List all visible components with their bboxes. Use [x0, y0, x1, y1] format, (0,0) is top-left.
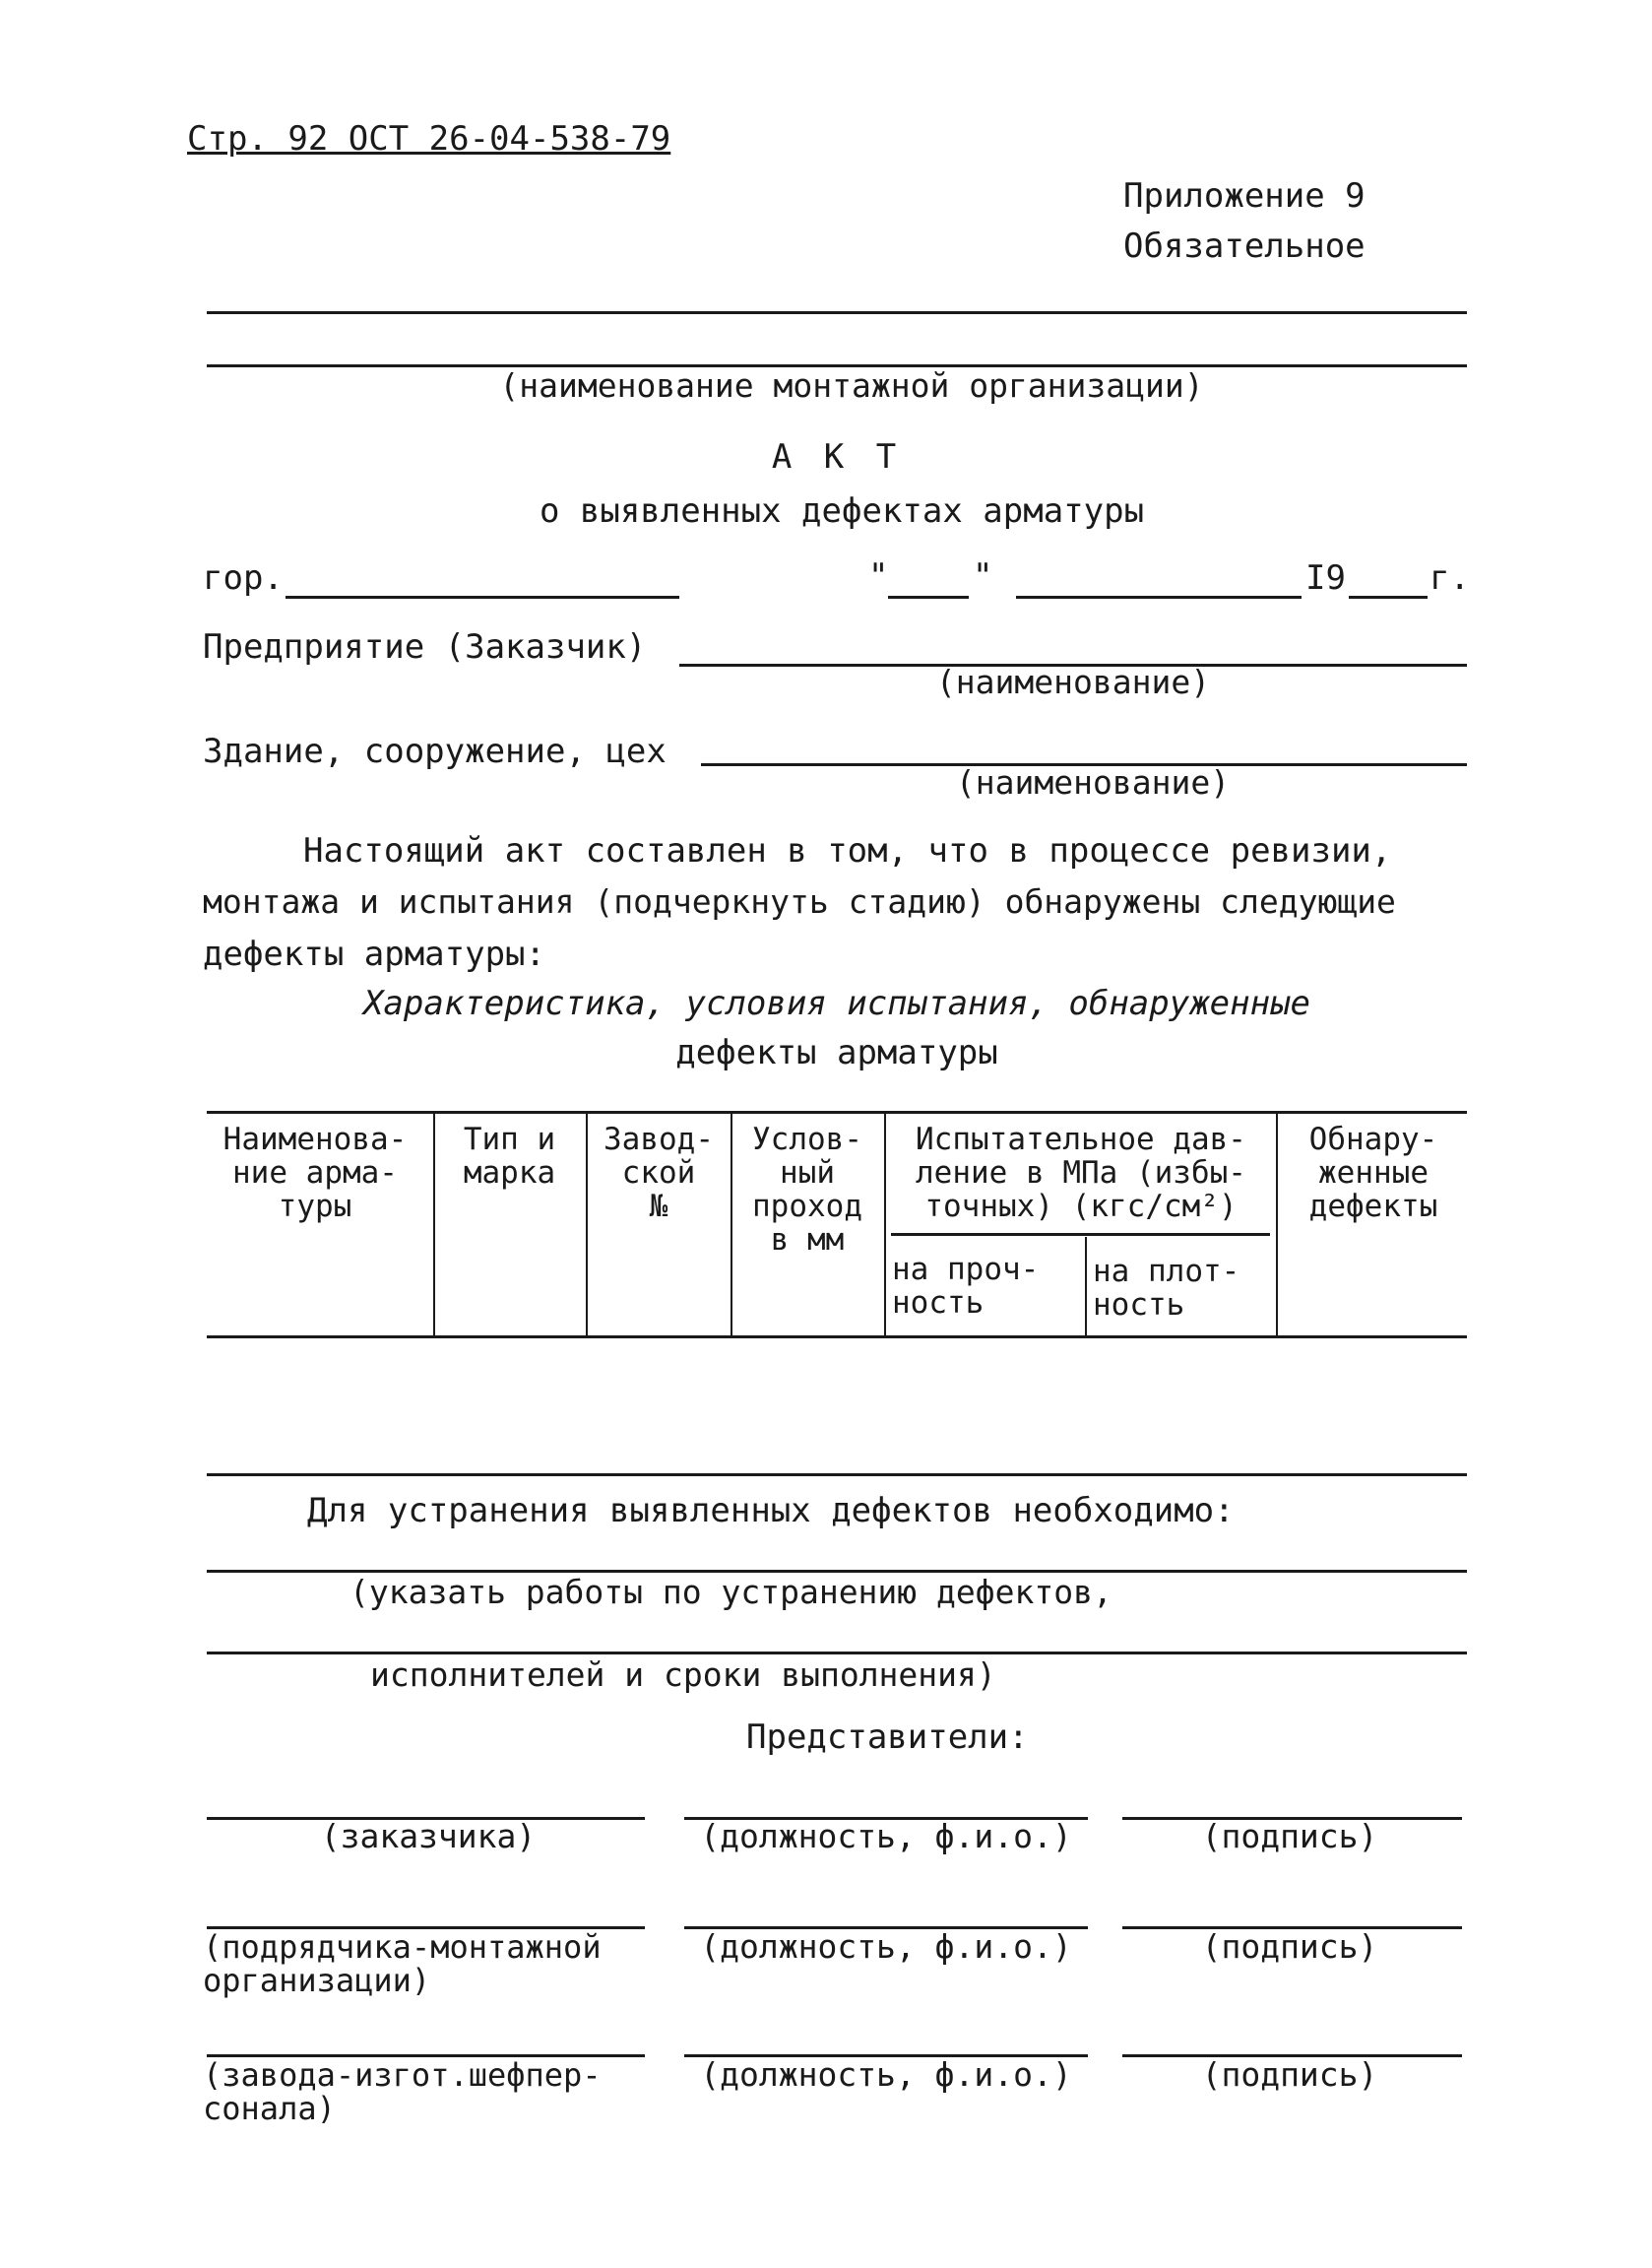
paragraph-line-1: Настоящий акт составлен в том, что в процессе ревизии, — [303, 831, 1392, 871]
col-header-test-pressure: Испытательное дав- ление в МПа (избы- точных) (кгс/см²) — [916, 1122, 1246, 1224]
mandatory-label: Обязательное — [1123, 227, 1366, 266]
elimination-caption-1: (указать работы по устранению дефектов, — [349, 1573, 1112, 1611]
building-label: Здание, сооружение, цех — [203, 732, 667, 771]
representatives-label: Представители: — [746, 1717, 1029, 1757]
paragraph-line-3: дефекты арматуры: — [203, 935, 545, 974]
page-reference: Стр. 92 ОСТ 26-04-538-79 — [187, 119, 671, 159]
rep-row-2-role: (подрядчика-монтажной организации) — [203, 1928, 602, 1999]
table-bottom-line — [207, 1335, 1467, 1338]
elimination-caption-2: исполнителей и сроки выполнения) — [370, 1655, 996, 1694]
year-blank — [1349, 596, 1428, 599]
defects-extra-line — [207, 1473, 1467, 1476]
elimination-line-2 — [207, 1652, 1467, 1654]
table-col-divider-5 — [1085, 1237, 1087, 1335]
rep-row-3-role: (завода-изгот.шефпер- сонала) — [203, 2056, 602, 2127]
rep-row-3-position: (должность, ф.и.о.) — [700, 2055, 1072, 2094]
col-header-type: Тип и марка — [463, 1122, 556, 1191]
col-header-nominal-bore: Услов- ный проход в мм — [752, 1122, 862, 1258]
col-header-serial: Завод- ской № — [604, 1122, 714, 1224]
org-line-1 — [207, 311, 1467, 314]
rep-row-2-position: (должность, ф.и.о.) — [700, 1927, 1072, 1966]
rep-row-2-signature: (подпись) — [1201, 1927, 1378, 1966]
city-blank — [286, 596, 679, 599]
rep-row-3-signature: (подпись) — [1201, 2055, 1378, 2094]
org-caption: (наименование монтажной организации) — [499, 366, 1204, 405]
table-col-divider-1 — [433, 1113, 435, 1335]
building-caption: (наименование) — [955, 763, 1231, 802]
col-header-name: Наименова- ние арма- туры — [222, 1122, 408, 1224]
subcol-header-strength: на проч- ность — [892, 1252, 1040, 1321]
rep-row-1-role: (заказчика) — [320, 1817, 537, 1855]
act-title: А К Т — [771, 437, 903, 477]
table-col-divider-4 — [884, 1113, 886, 1335]
rep-row-1-position: (должность, ф.и.о.) — [700, 1817, 1072, 1855]
enterprise-label: Предприятие (Заказчик) — [203, 627, 647, 667]
elimination-label: Для устранения выявленных дефектов необходимо: — [307, 1491, 1235, 1530]
col-header-defects: Обнару- женные дефекты — [1308, 1122, 1438, 1224]
table-title-line-1: Характеристика, условия испытания, обнаруженные — [362, 984, 1311, 1023]
table-title-line-2: дефекты арматуры — [675, 1033, 998, 1072]
table-top-line — [207, 1111, 1467, 1114]
city-label: гор. — [203, 558, 284, 598]
subcol-header-tightness: на плот- ность — [1093, 1254, 1240, 1323]
act-subtitle: о выявленных дефектах арматуры — [539, 491, 1145, 531]
date-quote-close: " — [973, 556, 993, 596]
rep-row-1-signature: (подпись) — [1201, 1817, 1378, 1855]
appendix-label: Приложение 9 — [1123, 176, 1366, 216]
table-col-divider-2 — [586, 1113, 588, 1335]
date-quote-open: " — [868, 556, 889, 596]
table-subheader-line — [891, 1233, 1270, 1236]
month-blank — [1016, 596, 1302, 599]
paragraph-line-2: монтажа и испытания (подчеркнуть стадию) обнаружены следующие — [203, 882, 1396, 921]
day-blank — [888, 596, 969, 599]
year-prefix: I9 — [1305, 558, 1346, 598]
enterprise-caption: (наименование) — [935, 663, 1211, 701]
year-suffix: г. — [1430, 558, 1470, 598]
